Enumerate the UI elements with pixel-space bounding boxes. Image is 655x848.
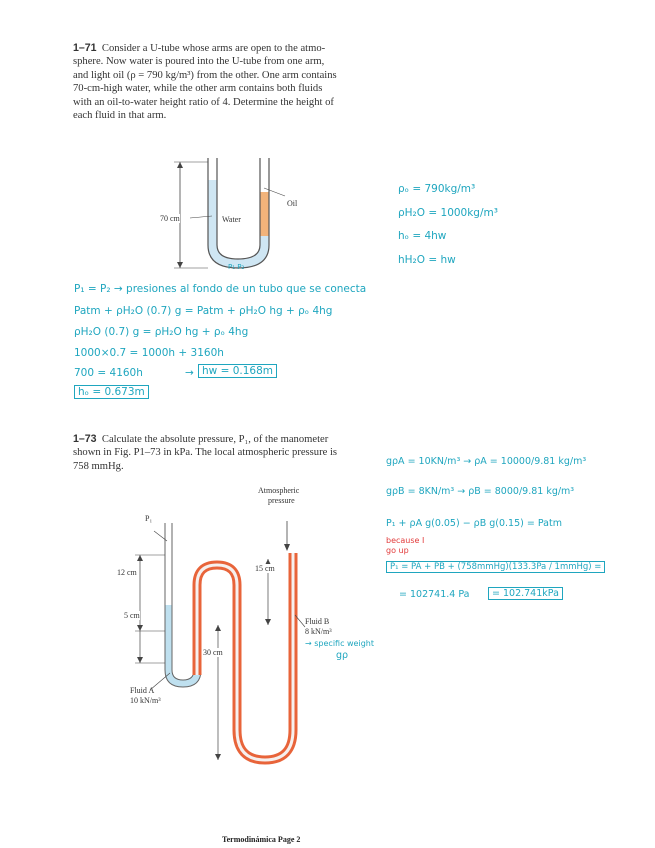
arrow-to-hw: → [185, 367, 194, 379]
u-tube-figure [160, 150, 310, 275]
problem-1-73-line: 758 mmHg. [73, 460, 124, 472]
given-rho-oil: ρₒ = 790kg/m³ [398, 183, 476, 195]
manometer-figure [110, 515, 340, 785]
fluid-b-label-1: Fluid B [305, 617, 330, 626]
hw2-boxed-equation: P₁ = PA + PB + (758mmHg)(133.3Pa / 1mmHg) = [386, 561, 605, 573]
problem-1-71-line: each fluid in that arm. [73, 110, 167, 122]
atmospheric-label-1: Atmospheric [258, 486, 300, 495]
problem-1-71 [73, 42, 403, 122]
dim-12cm-label: 12 cm [117, 568, 137, 577]
atmospheric-label-2: pressure [268, 496, 295, 505]
problem-1-71-number: 1–71 [73, 42, 97, 54]
page-footer: Termodinámica Page 2 [222, 835, 301, 844]
hw2-result-pa: = 102741.4 Pa [399, 589, 470, 600]
solution-line-4: 1000×0.7 = 1000h + 3160h [74, 347, 224, 359]
problem-1-73-line: 1–73 Calculate the absolute pressure, P₁, of the manometer [73, 433, 329, 445]
fluid-a-label-1: Fluid A [130, 686, 155, 695]
problem-1-73 [73, 433, 403, 473]
hw2-specific-weight-note: → specific weight [305, 639, 374, 648]
hw2-note-1: because I [386, 536, 425, 545]
hw2-boxed-result-kpa: = 102.741kPa [488, 587, 563, 600]
solution-line-1: P₁ = P₂ → presiones al fondo de un tubo que se conecta [74, 283, 367, 295]
oil-column [260, 192, 269, 236]
fluid-a-label-2: 10 kN/m³ [130, 696, 161, 705]
dim-30cm-label: 30 cm [203, 648, 223, 657]
problem-1-73-number: 1–73 [73, 433, 97, 445]
hw2-line-1: gρA = 10KN/m³ → ρA = 10000/9.81 kg/m³ [386, 456, 587, 467]
given-h-water: hH₂O = hw [398, 254, 456, 266]
problem-1-71-line: 70-cm-high water, while the other arm contains both fluids [73, 83, 323, 95]
oil-label: Oil [287, 199, 298, 208]
boxed-hw-result: hw = 0.168m [198, 364, 277, 378]
boxed-ho-result: hₒ = 0.673m [74, 385, 149, 399]
tube-inner [217, 158, 260, 259]
problem-1-71-line: with an oil-to-water height ratio of 4. Determine the height of [73, 96, 334, 108]
hw2-g-rho-note: gρ [336, 650, 349, 661]
fluid-b-label-2: 8 kN/m³ [305, 627, 332, 636]
hw2-line-2: gρB = 8KN/m³ → ρB = 8000/9.81 kg/m³ [386, 486, 575, 497]
problem-1-71-line: 1–71 Consider a U-tube whose arms are open to the atmo- [73, 42, 326, 54]
given-rho-water: ρH₂O = 1000kg/m³ [398, 207, 498, 219]
p1-label: P₁ [145, 514, 153, 523]
dim-15cm-label: 15 cm [255, 564, 275, 573]
problem-1-73-line: shown in Fig. P1–73 in kPa. The local atmospheric pressure is [73, 447, 338, 459]
solution-line-3: ρH₂O (0.7) g = ρH₂O hg + ρₒ 4hg [74, 326, 249, 338]
solution-line-2: Patm + ρH₂O (0.7) g = Patm + ρH₂O hg + ρₒ 4hg [74, 305, 333, 317]
problem-1-71-line: and light oil (ρ = 790 kg/m³) from the other. One arm contains [73, 69, 337, 81]
hw2-note-2: go up [386, 546, 409, 555]
dim-5cm-label: 5 cm [124, 611, 140, 620]
water-label: Water [222, 215, 241, 224]
p1-p2-points-label: P₁ P₂ [228, 263, 245, 271]
given-h-oil: hₒ = 4hw [398, 230, 447, 242]
problem-1-71-line: sphere. Now water is poured into the U-tube from one arm, [73, 56, 325, 68]
solution-line-5: 700 = 4160h [74, 367, 143, 379]
hw2-line-3: P₁ + ρA g(0.05) − ρB g(0.15) = Patm [386, 518, 562, 529]
height-70cm-label: 70 cm [160, 214, 180, 223]
